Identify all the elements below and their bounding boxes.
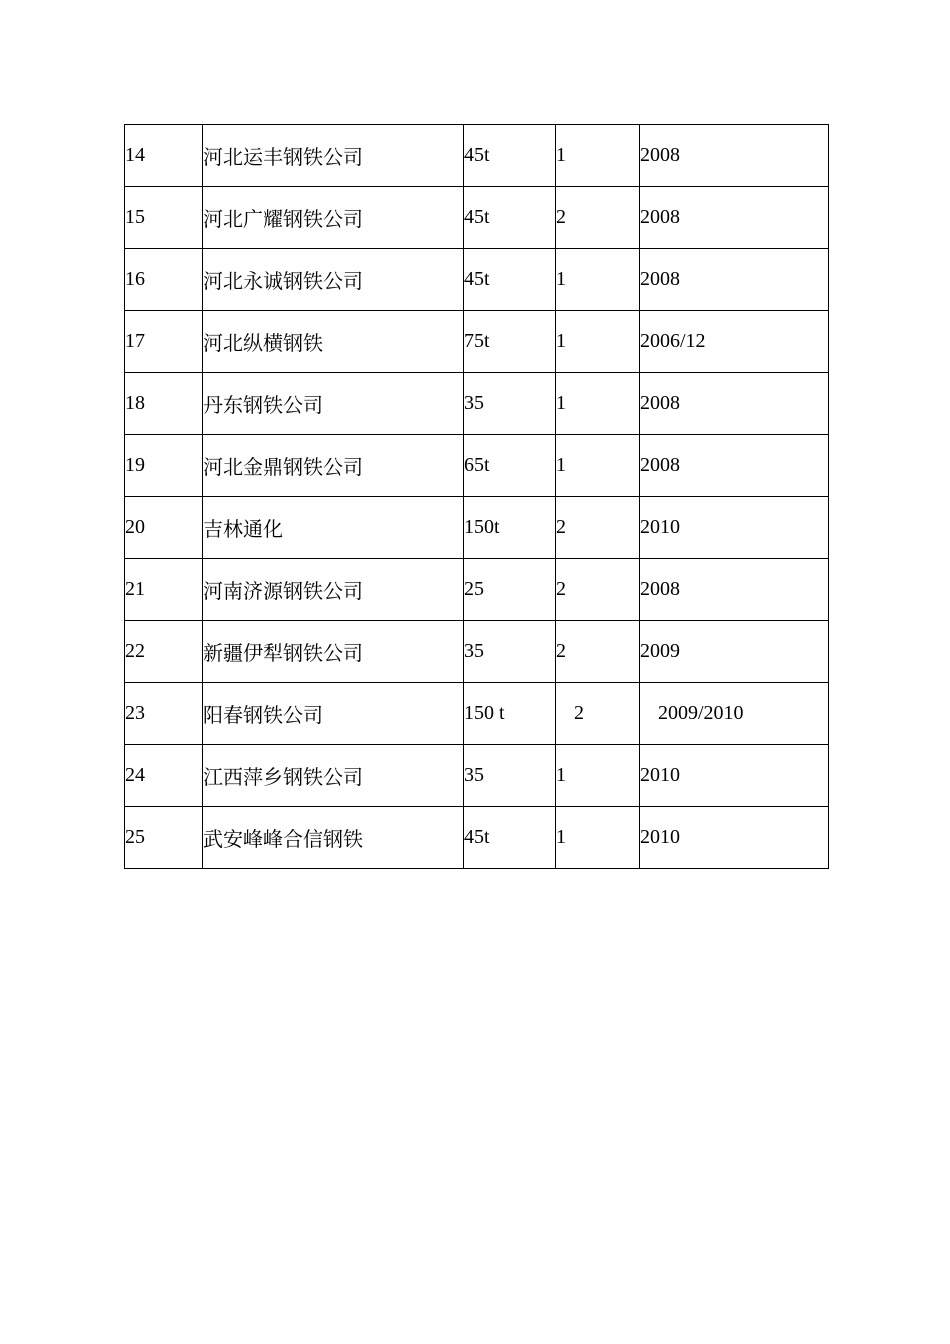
company-name-cell: 河南济源钢铁公司 [203,559,464,621]
quantity-cell: 2 [556,683,640,745]
table-row [125,311,829,373]
company-name-cell: 河北永诚钢铁公司 [203,249,464,311]
company-name-cell: 河北金鼎钢铁公司 [203,435,464,497]
capacity-cell: 35 [464,745,556,807]
company-name-cell: 阳春钢铁公司 [203,683,464,745]
year-cell: 2008 [640,559,829,621]
year-cell: 2010 [640,745,829,807]
quantity-cell: 1 [556,435,640,497]
capacity-cell: 45t [464,807,556,869]
row-number-cell: 16 [125,249,203,311]
company-name-cell: 丹东钢铁公司 [203,373,464,435]
row-number-cell: 17 [125,311,203,373]
table-row [125,249,829,311]
year-cell: 2008 [640,373,829,435]
capacity-cell: 150 t [464,683,556,745]
quantity-cell: 1 [556,745,640,807]
table-row [125,683,829,745]
capacity-cell: 25 [464,559,556,621]
company-name-cell: 吉林通化 [203,497,464,559]
table-row [125,807,829,869]
year-cell: 2006/12 [640,311,829,373]
table-row [125,435,829,497]
row-number-cell: 18 [125,373,203,435]
quantity-cell: 1 [556,807,640,869]
steel-company-table [124,124,829,869]
capacity-cell: 65t [464,435,556,497]
company-name-cell: 河北运丰钢铁公司 [203,125,464,187]
row-number-cell: 15 [125,187,203,249]
capacity-cell: 75t [464,311,556,373]
quantity-cell: 2 [556,621,640,683]
year-cell: 2008 [640,125,829,187]
table-row [125,559,829,621]
table-row [125,621,829,683]
row-number-cell: 22 [125,621,203,683]
quantity-cell: 1 [556,311,640,373]
row-number-cell: 23 [125,683,203,745]
quantity-cell: 1 [556,125,640,187]
row-number-cell: 24 [125,745,203,807]
quantity-cell: 1 [556,249,640,311]
table-row [125,187,829,249]
year-cell: 2010 [640,807,829,869]
capacity-cell: 45t [464,187,556,249]
quantity-cell: 2 [556,559,640,621]
year-cell: 2009 [640,621,829,683]
company-name-cell: 河北广耀钢铁公司 [203,187,464,249]
year-cell: 2008 [640,249,829,311]
row-number-cell: 20 [125,497,203,559]
capacity-cell: 35 [464,373,556,435]
table-row [125,497,829,559]
company-name-cell: 新疆伊犁钢铁公司 [203,621,464,683]
row-number-cell: 21 [125,559,203,621]
year-cell: 2008 [640,435,829,497]
year-cell: 2009/2010 [640,683,829,745]
quantity-cell: 2 [556,497,640,559]
company-name-cell: 江西萍乡钢铁公司 [203,745,464,807]
table-row [125,745,829,807]
row-number-cell: 19 [125,435,203,497]
year-cell: 2008 [640,187,829,249]
company-name-cell: 武安峰峰合信钢铁 [203,807,464,869]
capacity-cell: 45t [464,249,556,311]
quantity-cell: 2 [556,187,640,249]
row-number-cell: 25 [125,807,203,869]
year-cell: 2010 [640,497,829,559]
table-row [125,373,829,435]
quantity-cell: 1 [556,373,640,435]
company-name-cell: 河北纵横钢铁 [203,311,464,373]
table-row [125,125,829,187]
capacity-cell: 35 [464,621,556,683]
row-number-cell: 14 [125,125,203,187]
capacity-cell: 45t [464,125,556,187]
capacity-cell: 150t [464,497,556,559]
